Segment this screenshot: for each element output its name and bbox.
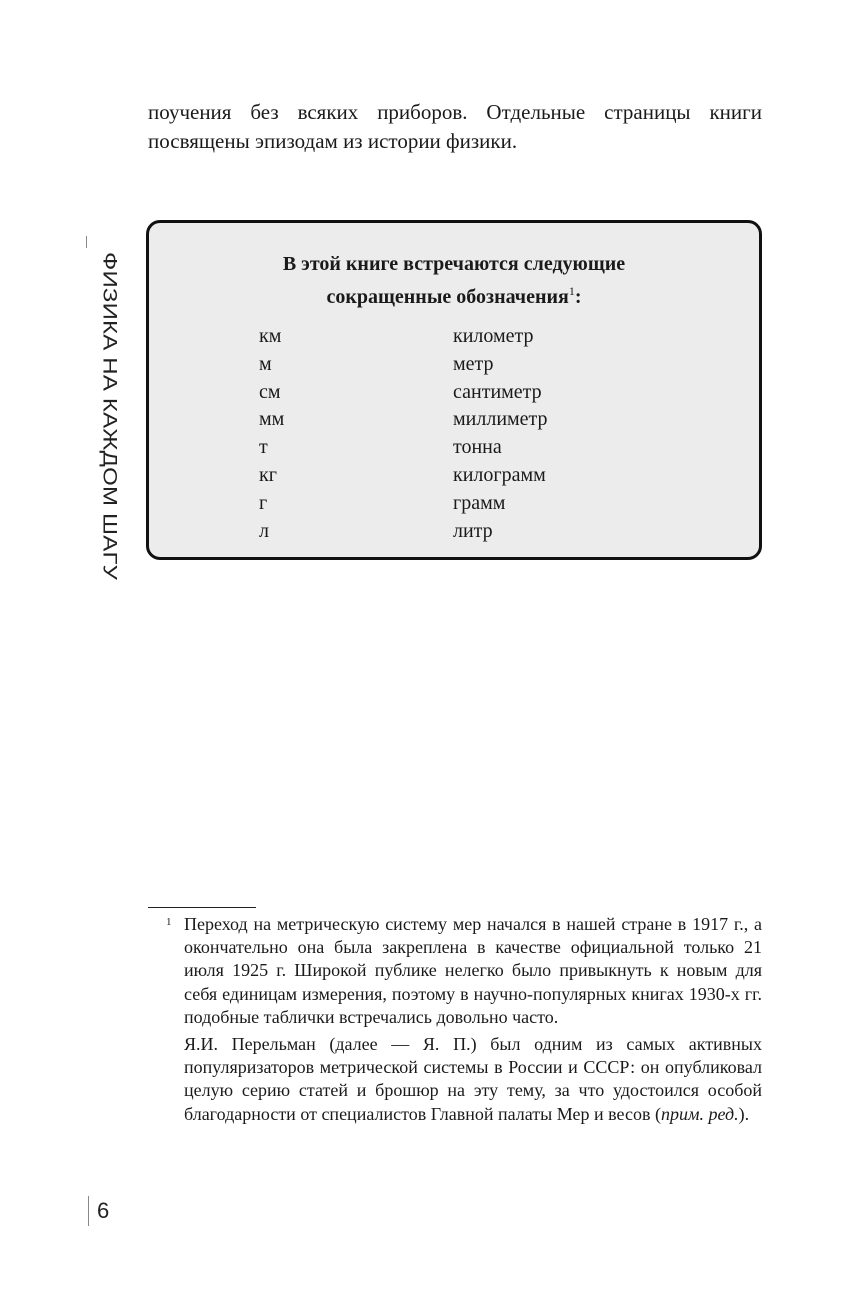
page-number: 6 xyxy=(88,1196,109,1226)
abbreviation: м xyxy=(259,352,272,375)
abbreviation-meaning: грамм xyxy=(453,491,506,514)
abbreviation: г xyxy=(259,491,268,514)
abbreviations-box xyxy=(146,220,762,560)
abbreviation-meaning: метр xyxy=(453,352,494,375)
list-item xyxy=(259,351,548,379)
abbreviation-meaning: километр xyxy=(453,325,534,347)
intro-paragraph: поучения без всяких приборов. Отдельные страницы книги посвящены эпизодам из истории физики. xyxy=(148,100,762,153)
list-item xyxy=(259,462,548,490)
running-title xyxy=(76,252,121,581)
abbreviation: л xyxy=(259,519,269,542)
abbreviation: км xyxy=(259,325,282,347)
box-title-line2 xyxy=(149,278,759,311)
list-item xyxy=(259,434,548,462)
footnote-separator xyxy=(148,907,256,908)
box-title-colon: : xyxy=(574,286,582,308)
abbreviation: кг xyxy=(259,463,277,486)
abbreviation: мм xyxy=(259,408,285,431)
editor-note: прим. ред. xyxy=(660,1103,739,1124)
abbreviation-meaning: тонна xyxy=(453,436,502,459)
box-title-line2-text: сокращенные обозначения xyxy=(326,286,569,308)
running-title-rule xyxy=(86,236,87,248)
list-item xyxy=(259,406,548,434)
abbreviation-list xyxy=(259,323,548,545)
abbreviation-meaning: сантиметр xyxy=(453,380,542,403)
list-item xyxy=(259,323,548,351)
running-title-text: ФИЗИКА НА КАЖДОМ ШАГУ xyxy=(98,252,121,581)
footnote-paragraph-1: Переход на метрическую систему мер начался в нашей стране в 1917 г., а окончательно она была закреплена в качестве официальной только 21 июля 1925 г. Широкой публике нелегко было привыкнуть к новым для себя единицам измерения, поэтому в научно-популярных книгах 1930-х гг. подобные таблички встречались довольно часто. xyxy=(184,914,762,1027)
abbreviation: т xyxy=(259,436,268,459)
footnote xyxy=(166,913,762,1130)
footnote-paragraph-2-text: Я.И. Перельман (далее — Я. П.) был одним из самых активных популяризаторов метрической системы в России и СССР: он опубликовал целую серию статей и брошюр на эту тему, за что удостоился особой благодарности от специалистов Главной палаты Мер и весов ( xyxy=(184,1034,762,1124)
footnote-ref[interactable]: 1 xyxy=(568,284,575,298)
box-title xyxy=(149,251,759,311)
abbreviation: см xyxy=(259,380,281,403)
abbreviation-meaning: миллиметр xyxy=(453,408,548,431)
footnote-paragraph-2-end: ). xyxy=(738,1103,750,1124)
abbreviation-meaning: литр xyxy=(453,519,493,542)
list-item xyxy=(259,379,548,407)
abbreviation-meaning: килограмм xyxy=(453,463,546,486)
footnote-paragraph-2 xyxy=(166,1033,762,1126)
list-item xyxy=(259,518,548,546)
box-title-line1: В этой книге встречаются следующие xyxy=(282,253,626,275)
list-item xyxy=(259,490,548,518)
footnote-mark: 1 xyxy=(166,916,172,928)
